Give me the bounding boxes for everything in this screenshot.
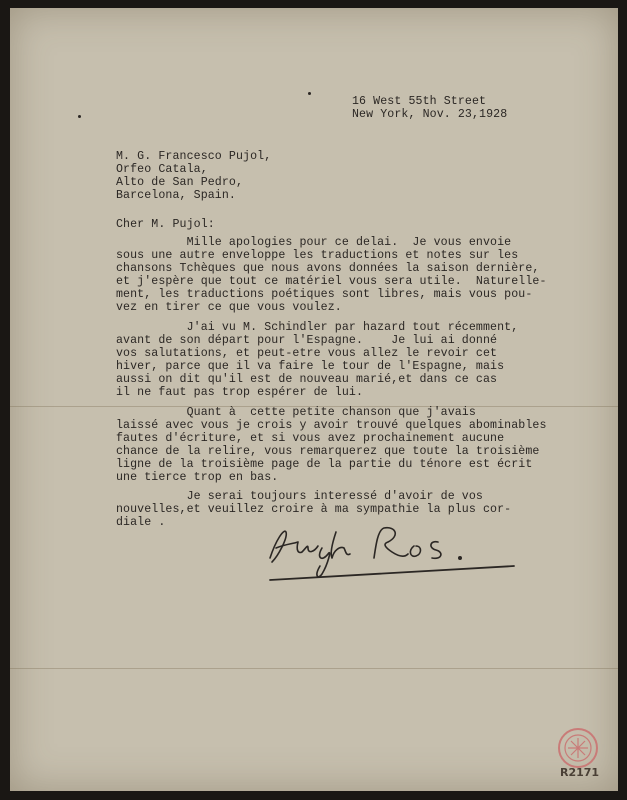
archive-code: R2171: [560, 766, 600, 779]
letter-date: New York, Nov. 23,1928: [352, 108, 508, 121]
body-line: et j'espère que tout ce matériel vous sera utile. Naturelle-: [116, 275, 547, 288]
body-line: Quant à cette petite chanson que j'avais: [116, 406, 476, 419]
ink-mark: [78, 115, 81, 118]
body-line: sous une autre enveloppe les traductions et notes sur les: [116, 249, 519, 262]
sender-address-street: 16 West 55th Street: [352, 95, 487, 108]
handwritten-signature: [262, 518, 522, 588]
body-line: ment, les traductions poétiques sont libres, mais vous pou-: [116, 288, 533, 301]
body-line: J'ai vu M. Schindler par hazard tout récemment,: [116, 321, 519, 334]
body-line: vos salutations, et peut-etre vous allez le revoir cet: [116, 347, 498, 360]
body-line: fautes d'écriture, et si vous avez prochainement aucune: [116, 432, 505, 445]
body-line: diale .: [116, 516, 166, 529]
recipient-line: M. G. Francesco Pujol,: [116, 150, 272, 163]
body-line: nouvelles,et veuillez croire à ma sympathie la plus cor-: [116, 503, 512, 516]
body-line: ligne de la troisième page de la partie du ténore est écrit: [116, 458, 533, 471]
body-line: il ne faut pas trop espérer de lui.: [116, 386, 364, 399]
body-line: Mille apologies pour ce delai. Je vous envoie: [116, 236, 512, 249]
body-line: hiver, parce que il va faire le tour de l'Espagne, mais: [116, 360, 505, 373]
body-line: une tierce trop en bas.: [116, 471, 279, 484]
paper-fold: [10, 668, 618, 669]
ink-mark: [308, 92, 311, 95]
salutation: Cher M. Pujol:: [116, 218, 215, 231]
recipient-line: Orfeo Catala,: [116, 163, 208, 176]
recipient-line: Alto de San Pedro,: [116, 176, 244, 189]
body-line: laissé avec vous je crois y avoir trouvé quelques abominables: [116, 419, 547, 432]
body-line: avant de son départ pour l'Espagne. Je lui ai donné: [116, 334, 498, 347]
body-line: Je serai toujours interessé d'avoir de vos: [116, 490, 483, 503]
body-line: chance de la relire, vous remarquerez que toute la troisième: [116, 445, 540, 458]
body-line: vez en tirer ce que vous voulez.: [116, 301, 342, 314]
recipient-line: Barcelona, Spain.: [116, 189, 236, 202]
body-line: chansons Tchèques que nous avons données la saison dernière,: [116, 262, 540, 275]
letter-paper: [10, 8, 618, 791]
body-line: aussi on dit qu'il est de nouveau marié,et dans ce cas: [116, 373, 498, 386]
